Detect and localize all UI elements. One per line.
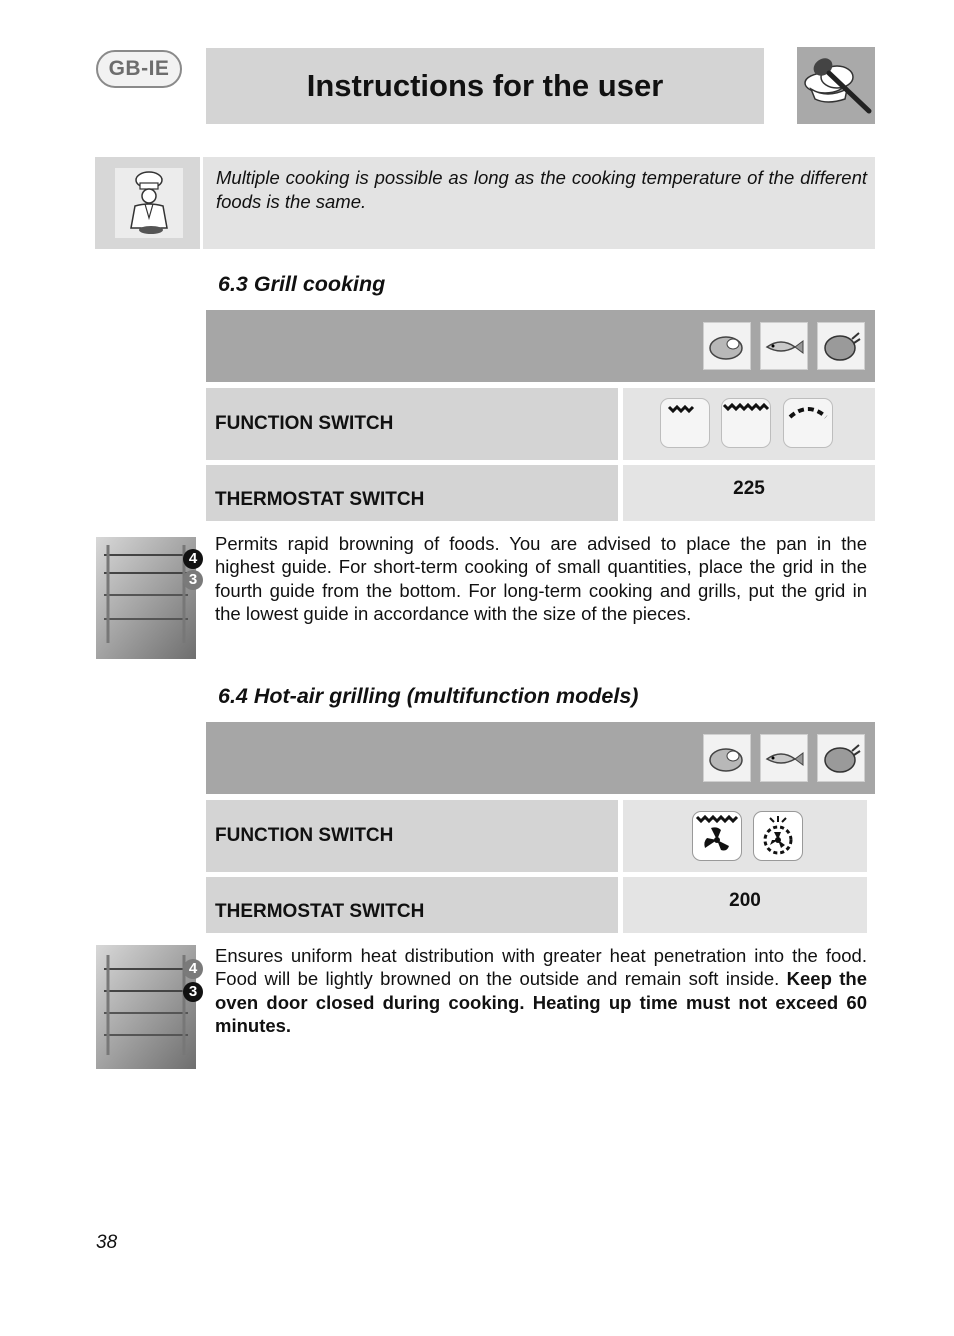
hot-air-grill-description bbox=[215, 944, 867, 1038]
description-text: Permits rapid browning of foods. You are advised to place the pan in the highest guide. For short-term cooking of small quantities, place the grid in the fourth guide from the bottom. For long-term cooking and grills, put the grid in the lowest guide in accordance with the size of the pieces. bbox=[215, 533, 867, 625]
thermostat-switch-label: THERMOSTAT SWITCH bbox=[206, 465, 618, 521]
thermostat-switch-value-cell bbox=[623, 465, 875, 521]
poultry-icon bbox=[817, 322, 865, 370]
header-bar bbox=[206, 48, 764, 124]
food-icons-bar bbox=[206, 722, 875, 794]
thermostat-switch-label: THERMOSTAT SWITCH bbox=[206, 877, 618, 933]
description-warning: Keep the oven door closed during cooking. Heating up time must not exceed 60 minutes. bbox=[215, 968, 867, 1037]
page-title: Instructions for the user bbox=[306, 68, 664, 103]
grill-fan-icon bbox=[692, 811, 742, 861]
thermostat-value: 200 bbox=[729, 890, 761, 911]
shelf-level-badge: 4 bbox=[183, 549, 203, 569]
fish-icon bbox=[760, 322, 808, 370]
section-title-grill: 6.3 Grill cooking bbox=[218, 272, 386, 296]
note-text: Multiple cooking is possible as long as the cooking temperature of the different foods is the same. bbox=[216, 167, 867, 212]
function-switch-label: FUNCTION SWITCH bbox=[206, 388, 618, 460]
country-badge: GB-IE bbox=[96, 50, 182, 88]
page-number: 38 bbox=[96, 1232, 118, 1253]
description-text: Ensures uniform heat distribution with greater heat penetration into the food. Food will be lightly browned on the outside and remain soft inside. bbox=[215, 945, 867, 990]
thermostat-switch-value-cell bbox=[623, 877, 867, 933]
food-icons-bar bbox=[206, 310, 875, 382]
small-grill-icon bbox=[660, 398, 710, 448]
section-title-hot-air-grill: 6.4 Hot-air grilling (multifunction models) bbox=[218, 684, 639, 708]
shelf-level-badge: 3 bbox=[183, 570, 203, 590]
fish-icon bbox=[760, 734, 808, 782]
circular-heating-icon bbox=[753, 811, 803, 861]
grill-description bbox=[215, 532, 867, 626]
poultry-icon bbox=[817, 734, 865, 782]
rotisserie-icon bbox=[783, 398, 833, 448]
shelf-level-badge: 4 bbox=[183, 959, 203, 979]
note-icon-cell bbox=[95, 157, 203, 249]
chef-hat-spoon-icon bbox=[797, 47, 875, 124]
oven-shelf-illustration bbox=[96, 945, 196, 1071]
function-switch-label: FUNCTION SWITCH bbox=[206, 800, 618, 872]
chef-icon bbox=[115, 168, 183, 238]
thermostat-value: 225 bbox=[733, 478, 765, 499]
large-grill-icon bbox=[721, 398, 771, 448]
function-switch-symbols bbox=[623, 388, 875, 460]
function-switch-symbols bbox=[623, 800, 867, 872]
meat-icon bbox=[703, 734, 751, 782]
oven-shelf-illustration bbox=[96, 533, 196, 659]
shelf-level-badge: 3 bbox=[183, 982, 203, 1002]
meat-icon bbox=[703, 322, 751, 370]
